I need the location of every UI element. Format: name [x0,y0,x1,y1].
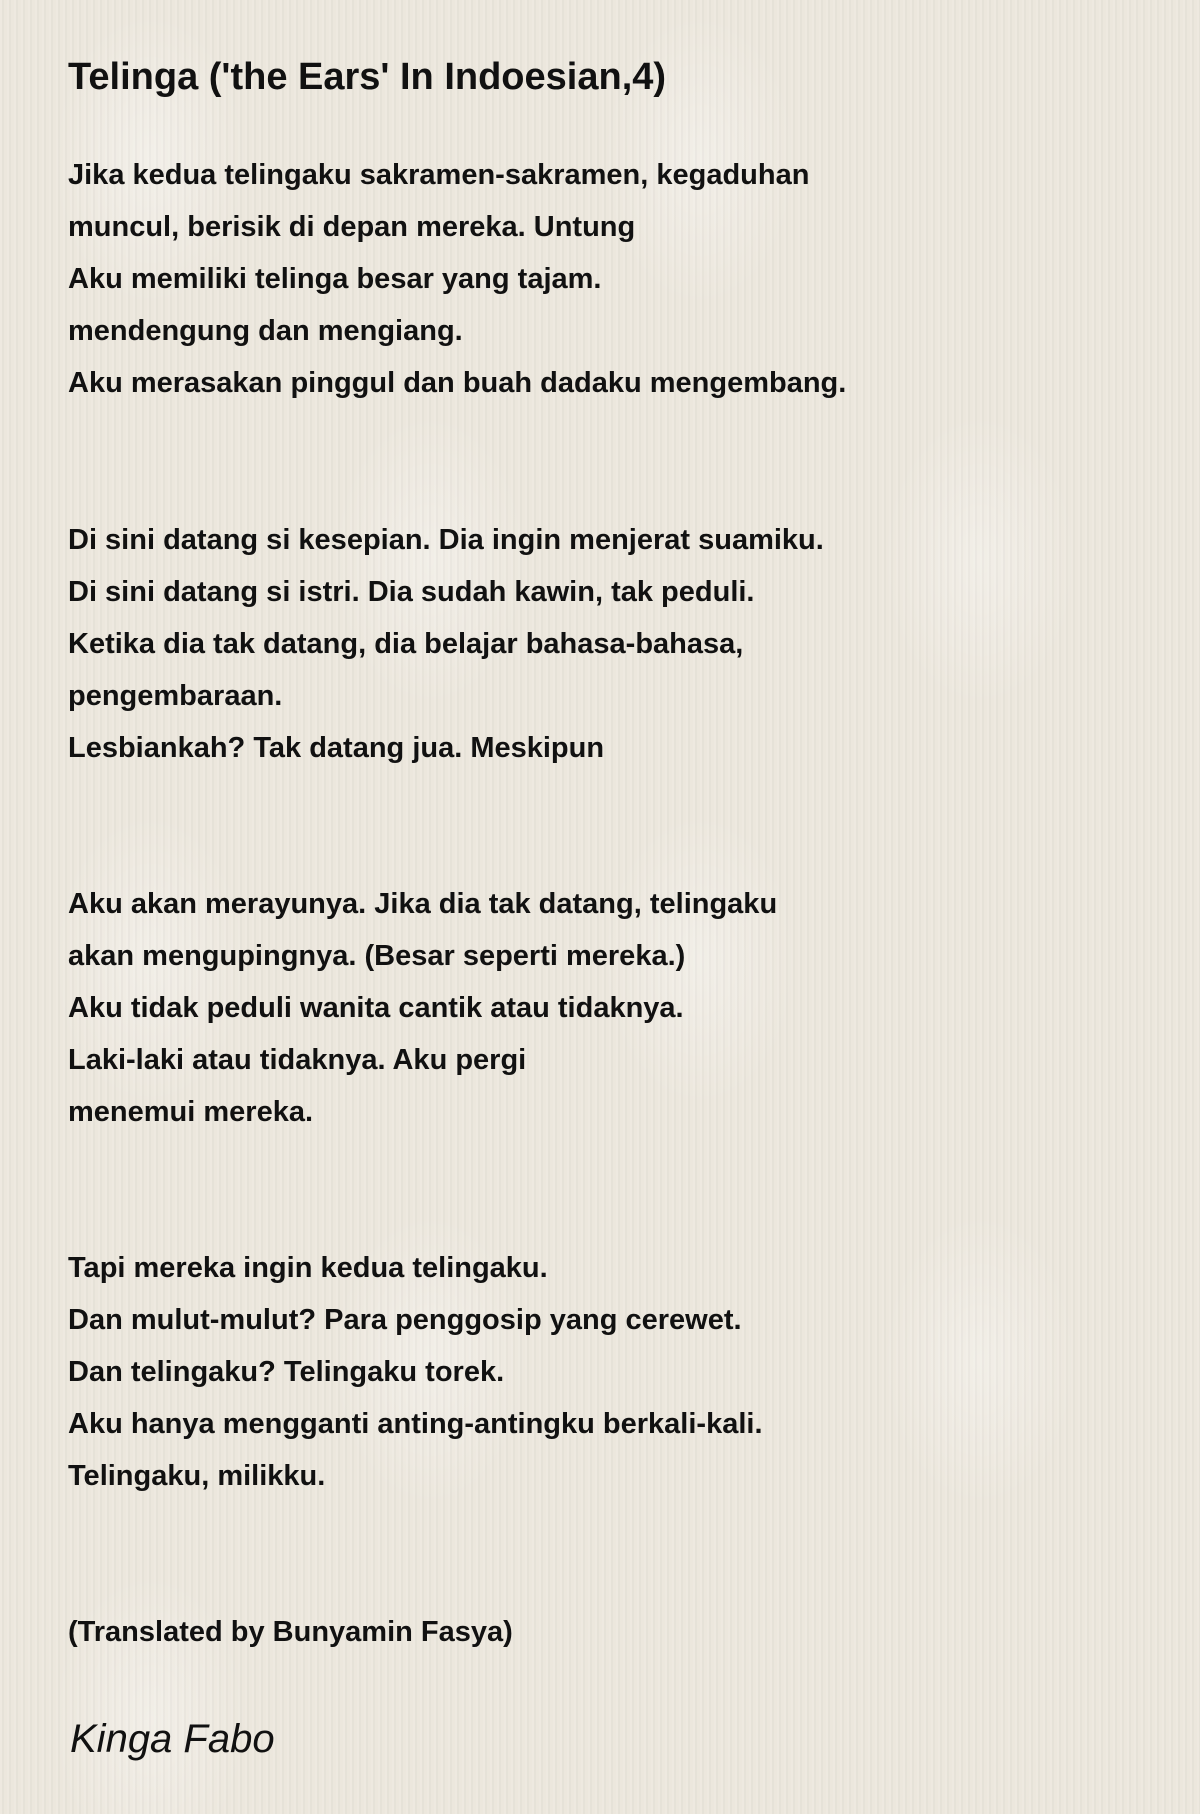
stanza-1 [68,149,846,409]
poem-line: Dan telingaku? Telingaku torek. [68,1356,505,1388]
stanza-3 [68,878,777,1138]
translator-credit: (Translated by Bunyamin Fasya) [68,1616,513,1648]
poem-line: Aku akan merayunya. Jika dia tak datang, telingaku [68,888,778,920]
poem-line: Aku hanya mengganti anting-antingku berkali-kali. [68,1408,763,1440]
poem-line: Aku merasakan pinggul dan buah dadaku mengembang. [68,367,847,399]
stanza-2 [68,514,824,774]
poem-line: Dan mulut-mulut? Para penggosip yang cerewet. [68,1304,742,1336]
poem-line: Lesbiankah? Tak datang jua. Meskipun [68,732,605,764]
poem-line: Laki-laki atau tidaknya. Aku pergi [68,1044,527,1076]
poem-line: Tapi mereka ingin kedua telingaku. [68,1252,548,1284]
poem-line: Ketika dia tak datang, dia belajar bahasa-bahasa, [68,628,744,660]
poem-line: akan mengupingnya. (Besar seperti mereka.) [68,940,686,972]
poem-line: mendengung dan mengiang. [68,315,463,347]
poem-line: Telingaku, milikku. [68,1460,326,1492]
poem-line: Jika kedua telingaku sakramen-sakramen, kegaduhan [68,159,810,191]
poem-line: Aku tidak peduli wanita cantik atau tidaknya. [68,992,684,1024]
poem-line: Di sini datang si kesepian. Dia ingin menjerat suamiku. [68,524,824,556]
poem-title: Telinga ('the Ears' In Indoesian,4) [68,56,667,98]
stanza-4 [68,1242,763,1502]
author-name: Kinga Fabo [70,1717,275,1761]
poem-line: menemui mereka. [68,1096,314,1128]
poem-line: muncul, berisik di depan mereka. Untung [68,211,636,243]
poem-line: Di sini datang si istri. Dia sudah kawin, tak peduli. [68,576,755,608]
poem-line: pengembaraan. [68,680,283,712]
poem-line: Aku memiliki telinga besar yang tajam. [68,263,602,295]
